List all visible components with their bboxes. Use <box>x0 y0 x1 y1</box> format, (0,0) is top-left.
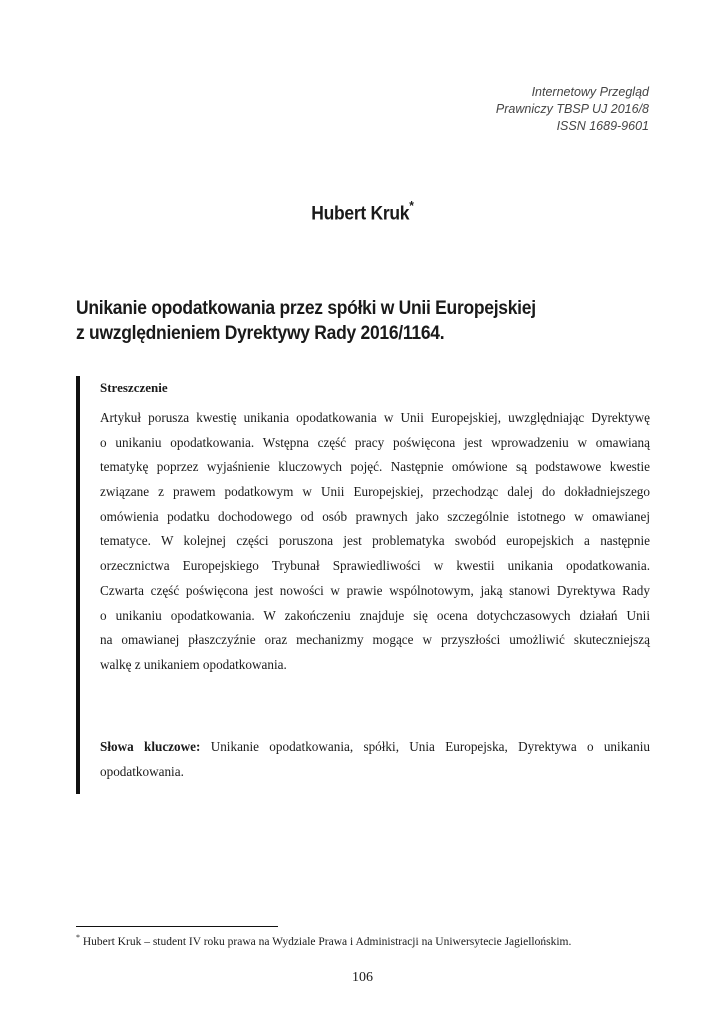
keywords-label: Słowa kluczowe: <box>100 739 201 754</box>
footnote <box>76 933 571 948</box>
article-title-line1: Unikanie opodatkowania przez spółki w Unii Europejskiej <box>76 298 536 319</box>
keywords-section <box>100 734 650 784</box>
author-footnote-marker: * <box>409 198 414 213</box>
author-name-text: Hubert Kruk <box>311 203 410 225</box>
footnote-text: Hubert Kruk – student IV roku prawa na Wydziale Prawa i Administracji na Uniwersytecie Jagiellońskim. <box>80 935 572 948</box>
abstract-line: związane z prawem podatkowym w Unii Europejskiej, przechodząc dalej do dokładniejszego <box>100 484 650 500</box>
footnote-marker: * <box>76 933 80 942</box>
author-name <box>29 200 696 225</box>
abstract-line: Artykuł porusza kwestię unikania opodatkowania w Unii Europejskiej, uwzględniając Dyrektywę <box>100 410 650 425</box>
abstract-line: o unikaniu opodatkowania. Wstępna część pracy poświęcona jest wprowadzeniu w omawianą <box>100 434 650 450</box>
keywords-line2: opodatkowania. <box>100 764 184 779</box>
journal-name-line1: Internetowy Przegląd <box>531 85 649 99</box>
article-title <box>76 296 656 346</box>
keywords-list: Unikanie opodatkowania, spółki, Unia Europejska, Dyrektywa o unikaniu <box>200 739 650 754</box>
footnote-separator <box>76 926 278 927</box>
page-number: 106 <box>352 970 373 985</box>
article-title-line2: z uwzględnieniem Dyrektywy Rady 2016/1164. <box>76 323 445 344</box>
abstract-line: Czwarta część poświęcona jest nowości w prawie wspólnotowym, jaką stanowi Dyrektywa Rady <box>100 582 650 598</box>
abstract-line: o unikaniu opodatkowania. W zakończeniu znajduje się ocena dotychczasowych działań Unii <box>100 607 650 623</box>
abstract-line: orzecznictwa Europejskiego Trybunał Sprawiedliwości w kwestii unikania opodatkowania. <box>100 558 650 574</box>
abstract-line: omówienia podatku dochodowego od osób prawnych jako szczególnie istotnego w omawianej <box>100 508 650 524</box>
keywords-line1 <box>100 734 650 759</box>
abstract-line: tematyce. W kolejnej części poruszona jest problematyka swobód europejskich a następnie <box>100 533 650 549</box>
journal-name-line2: Prawniczy TBSP UJ 2016/8 <box>495 102 649 116</box>
abstract-line: walkę z unikaniem opodatkowania. <box>100 656 287 672</box>
abstract-line: tematykę poprzez wyjaśnienie kluczowych pojęć. Następnie omówione są podstawowe kwestie <box>100 459 650 475</box>
abstract-heading: Streszczenie <box>100 380 168 395</box>
abstract-text <box>100 406 650 678</box>
journal-info <box>496 84 649 135</box>
journal-issn: ISSN 1689-9601 <box>556 119 649 133</box>
abstract-line: na omawianej płaszczyźnie oraz mechanizmy mogące w przyszłości umożliwić skuteczniejszą <box>100 632 650 648</box>
